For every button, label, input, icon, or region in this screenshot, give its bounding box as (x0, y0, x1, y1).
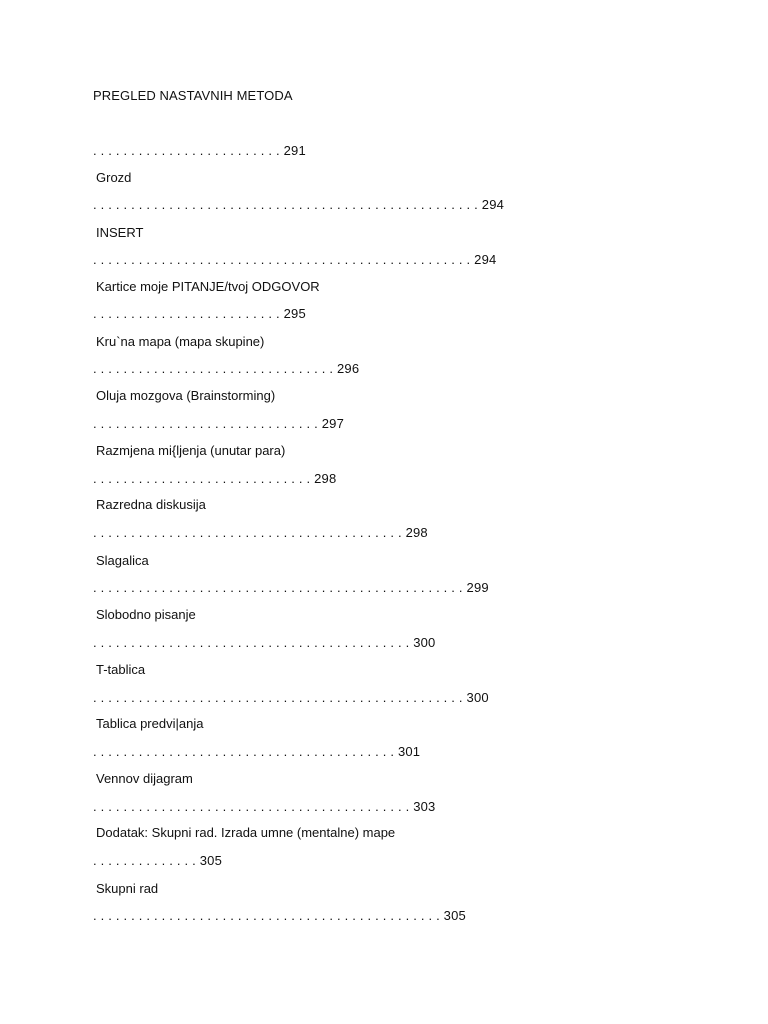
toc-dots-line: . . . . . . . . . . . . . . . . . . . . . . . . . . . . . . . . . . . . . . . . . . . . . . . . . 300 (93, 690, 489, 705)
toc-dots-line: . . . . . . . . . . . . . . . . . . . . . . . . . . . . . . . . . . . . . . . . . . . . . . 305 (93, 908, 466, 923)
toc-entry-label: Grozd (96, 170, 132, 185)
toc-entry-label: INSERT (96, 225, 144, 240)
toc-dots-line: . . . . . . . . . . . . . . . . . . . . . . . . . . . . . . . . . . . . . . . . . . . . . . . . . 299 (93, 580, 489, 595)
toc-dots-line: . . . . . . . . . . . . . . . . . . . . . . . . . . . . . . . . . . . . . . . . . . . . . . . . . . . 294 (93, 197, 505, 212)
toc-entry-label: Dodatak: Skupni rad. Izrada umne (mentalne) mape (96, 825, 396, 840)
toc-entry-label: Kru`na mapa (mapa skupine) (96, 334, 265, 349)
toc-dots-line: . . . . . . . . . . . . . . . . . . . . . . . . . . . . . . . . . . . . . . . . 301 (93, 744, 421, 759)
toc-entry-label: Razmjena mi{ljenja (unutar para) (96, 443, 286, 458)
toc-dots-line: . . . . . . . . . . . . . . . . . . . . . . . . . 295 (93, 306, 306, 321)
toc-dots-line: . . . . . . . . . . . . . . . . . . . . . . . . . . . . . . . . 296 (93, 361, 360, 376)
toc-dots-line: . . . . . . . . . . . . . . 305 (93, 853, 223, 868)
toc-entry-label: Oluja mozgova (Brainstorming) (96, 388, 276, 403)
toc-dots-line: . . . . . . . . . . . . . . . . . . . . . . . . . . . . . . . . . . . . . . . . . . . . . . . . . . 294 (93, 252, 497, 267)
toc-entry-label: Tablica predvi|anja (96, 716, 204, 731)
document-title: PREGLED NASTAVNIH METODA (93, 88, 293, 103)
toc-dots-line: . . . . . . . . . . . . . . . . . . . . . . . . . 291 (93, 143, 306, 158)
toc-dots-line: . . . . . . . . . . . . . . . . . . . . . . . . . . . . . . 297 (93, 416, 344, 431)
toc-entry-label: Skupni rad (96, 881, 159, 896)
toc-entry-label: Razredna diskusija (96, 497, 206, 512)
toc-dots-line: . . . . . . . . . . . . . . . . . . . . . . . . . . . . . . . . . . . . . . . . . . 300 (93, 635, 436, 650)
toc-entry-label: Vennov dijagram (96, 771, 193, 786)
toc-entry-label: Slobodno pisanje (96, 607, 196, 622)
toc-entry-label: Kartice moje PITANJE/tvoj ODGOVOR (96, 279, 320, 294)
toc-dots-line: . . . . . . . . . . . . . . . . . . . . . . . . . . . . . . . . . . . . . . . . . . 303 (93, 799, 436, 814)
toc-dots-line: . . . . . . . . . . . . . . . . . . . . . . . . . . . . . 298 (93, 471, 337, 486)
toc-entry-label: Slagalica (96, 553, 149, 568)
toc-entry-label: T-tablica (96, 662, 146, 677)
toc-dots-line: . . . . . . . . . . . . . . . . . . . . . . . . . . . . . . . . . . . . . . . . . 298 (93, 525, 428, 540)
